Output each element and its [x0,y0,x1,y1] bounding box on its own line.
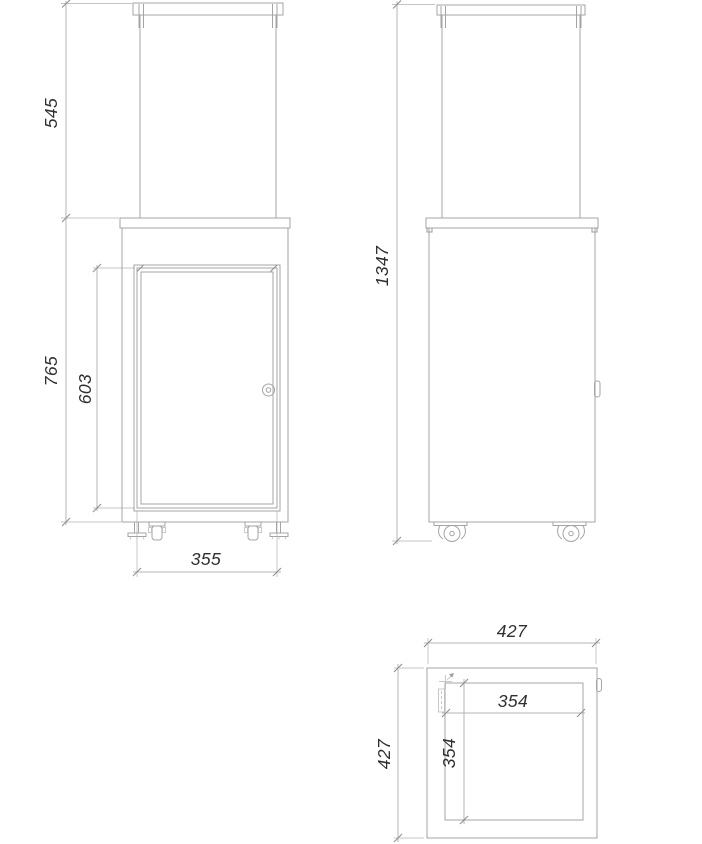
gas-valve-top [439,673,455,712]
top-view [374,621,602,842]
base-top-lip-side [426,218,598,228]
dim-outer-width-label: 427 [496,621,528,641]
castor-left-front [149,522,166,540]
dim-top-width [424,621,600,664]
glass-burner-side [437,5,585,218]
dim-inner-depth-label: 354 [439,737,459,769]
castor-right-front [245,522,262,540]
adjustable-foot-right [270,522,288,540]
dim-total-height [372,1,435,546]
base-top-lip-front [120,218,290,228]
castor-right-side [553,522,586,542]
dim-outer-depth-label: 427 [374,738,394,770]
side-view [372,1,600,546]
castors-side [434,522,586,542]
dim-front-heights [41,0,132,526]
dim-door-width [133,511,281,577]
door-front [134,265,280,511]
glass-panel-side [442,15,580,218]
feet-front [128,522,288,540]
front-view [41,0,290,577]
dim-door-height-label: 603 [75,373,95,405]
glass-panel-front [140,15,276,218]
dim-inner-depth [439,679,468,824]
base-cabinet-front [120,218,290,522]
dim-total-height-label: 1347 [372,245,392,287]
base-cabinet-side [426,218,600,522]
dim-top-depth [374,664,424,842]
dim-door-width-label: 355 [190,549,222,569]
dim-door-height [75,264,135,512]
dim-inner-width-label: 354 [497,691,529,711]
glass-burner-front [133,3,283,218]
dim-inner-width [442,691,585,717]
base-body-side [429,228,595,522]
dim-body-height-label: 765 [41,355,61,387]
castor-left-side [434,522,467,542]
dim-glass-height-label: 545 [41,97,61,129]
